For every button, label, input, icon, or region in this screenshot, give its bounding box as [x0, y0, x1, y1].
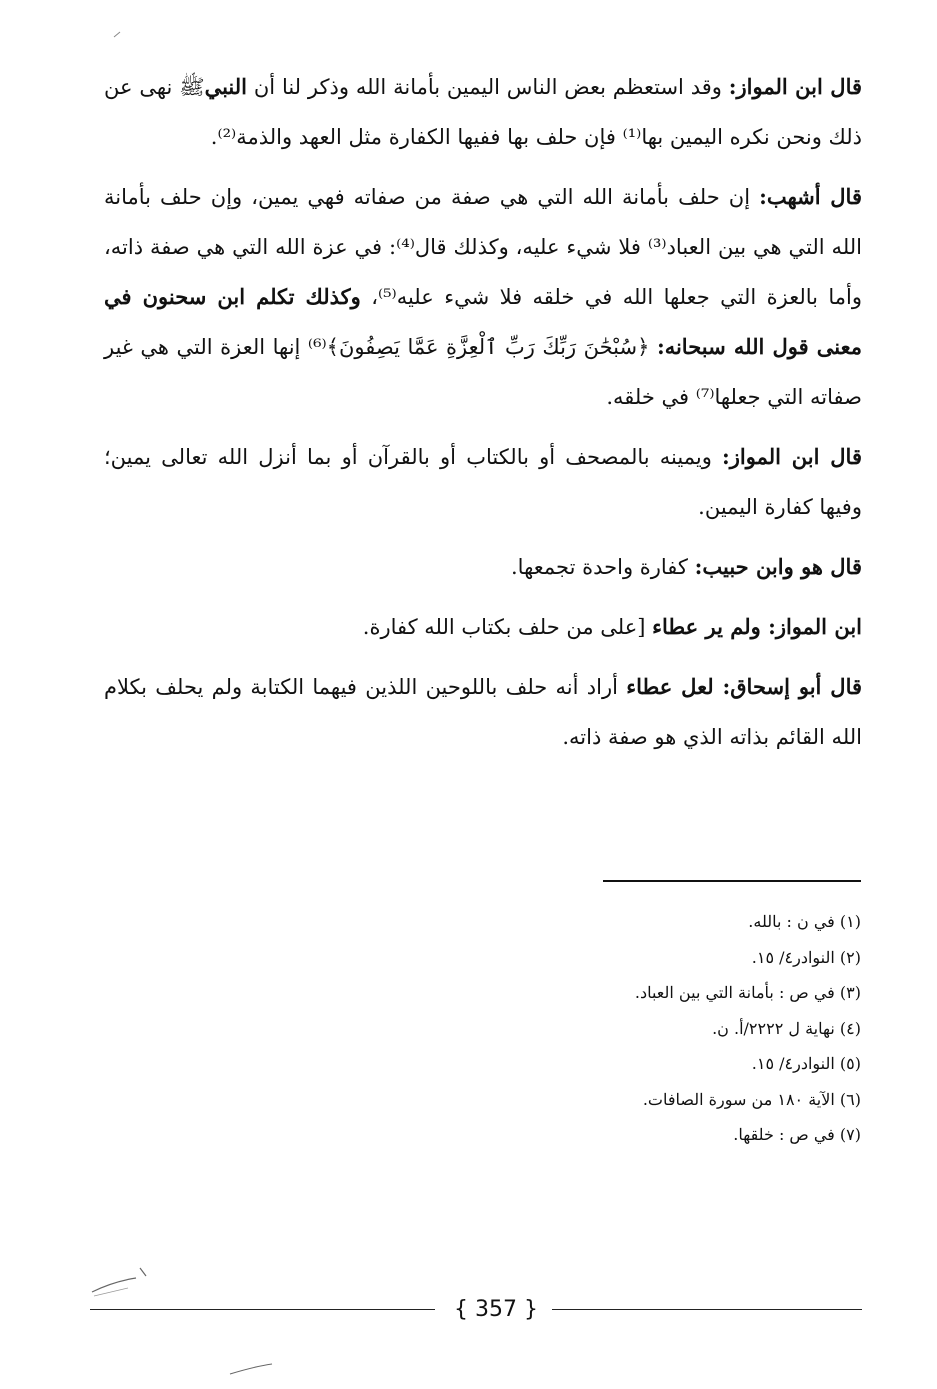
paragraph-text: كفارة واحدة تجمعها.: [511, 555, 695, 579]
footer-rule-right: [552, 1309, 862, 1310]
speaker-label: قال ابن المواز:: [728, 74, 863, 99]
scan-mark-bottom: [228, 1358, 288, 1378]
footnote-divider: [603, 880, 861, 882]
paragraph-4: [104, 542, 862, 592]
speaker-label: قال أبو إسحاق: لعل عطاء: [626, 674, 863, 699]
speaker-label: قال هو وابن حبيب:: [694, 554, 862, 579]
footnote-item: (٣) في ص : بأمانة التي بين العباد.: [634, 983, 861, 1002]
main-text: [104, 62, 862, 772]
paragraph-text: إن حلف بأمانة الله التي هي صفة من صفاته فهي يمين، وإن حلف بأمانة الله التي هي بين العباد⁽³⁾ فلا شيء عليه، وكذلك قال⁽⁴⁾: في عزة الله التي هي صفة ذاته، وأما بالعزة التي جعلها الله في خلقه فلا شيء عليه⁽⁵⁾،: [104, 185, 863, 309]
footnote-item: (٧) في ص : خلقها.: [733, 1125, 861, 1144]
footnote-item: (٥) النوادر٤/ ١٥.: [751, 1054, 861, 1073]
paragraph-text: ويمينه بالمصحف أو بالكتاب أو بالقرآن أو بما أنزل الله تعالى يمين؛ وفيها كفارة اليمين.: [104, 445, 862, 519]
paragraph-1: [104, 62, 862, 162]
speaker-label: قال أشهب:: [759, 184, 862, 209]
paragraph-3: [104, 432, 862, 532]
bracket-close: }: [524, 1297, 538, 1322]
speaker-label-inline: النبي: [204, 74, 248, 99]
paragraph-2: [104, 172, 862, 422]
footer-rule-left: [90, 1309, 435, 1310]
paragraph-5: [104, 602, 862, 652]
scan-mark-top: [112, 28, 142, 40]
bracket-open: {: [454, 1297, 468, 1322]
paragraph-text-continued: ﷺ نهى عن ذلك ونحن نكره اليمين بها⁽¹⁾ فإن حلف بها ففيها الكفارة مثل العهد والذمة⁽²⁾.: [104, 75, 862, 149]
footnotes: [560, 906, 861, 1155]
page-number: [440, 1288, 552, 1332]
paragraph-text-continued: ﴿سُبْحَٰنَ رَبِّكَ رَبِّ ٱلْعِزَّةِ عَمَّا يَصِفُونَ﴾⁽⁶⁾ إنها العزة التي هي غير صفاته التي جعلها⁽⁷⁾ في خلقه.: [104, 335, 862, 409]
footnote-item: (١) في ن : بالله.: [748, 912, 861, 931]
paragraph-text: أراد أنه حلف باللوحين اللذين فيهما الكتابة ولم يحلف بكلام الله القائم بذاته الذي هو صفة ذاته.: [104, 675, 862, 749]
paragraph-text: [على من حلف بكتاب الله كفارة.: [362, 615, 653, 639]
page-footer: [90, 1288, 862, 1338]
footnote-item: (٢) النوادر٤/ ١٥.: [751, 947, 861, 967]
speaker-label-inline: وكذلك تكلم ابن سحنون في معنى قول الله سبحانه:: [104, 284, 862, 359]
speaker-label: قال ابن المواز:: [722, 444, 862, 469]
footnote-item: (٤) نهاية ل ٢٢٢٢/أ. ن.: [712, 1018, 861, 1038]
page-number-value: 357: [475, 1297, 517, 1322]
speaker-label: ابن المواز: ولم ير عطاء: [652, 614, 862, 639]
footnote-item: (٦) الآية ١٨٠ من سورة الصافات.: [642, 1089, 861, 1109]
paragraph-6: [104, 662, 862, 762]
paragraph-text: وقد استعظم بعض الناس اليمين بأمانة الله وذكر لنا أن: [247, 75, 729, 99]
